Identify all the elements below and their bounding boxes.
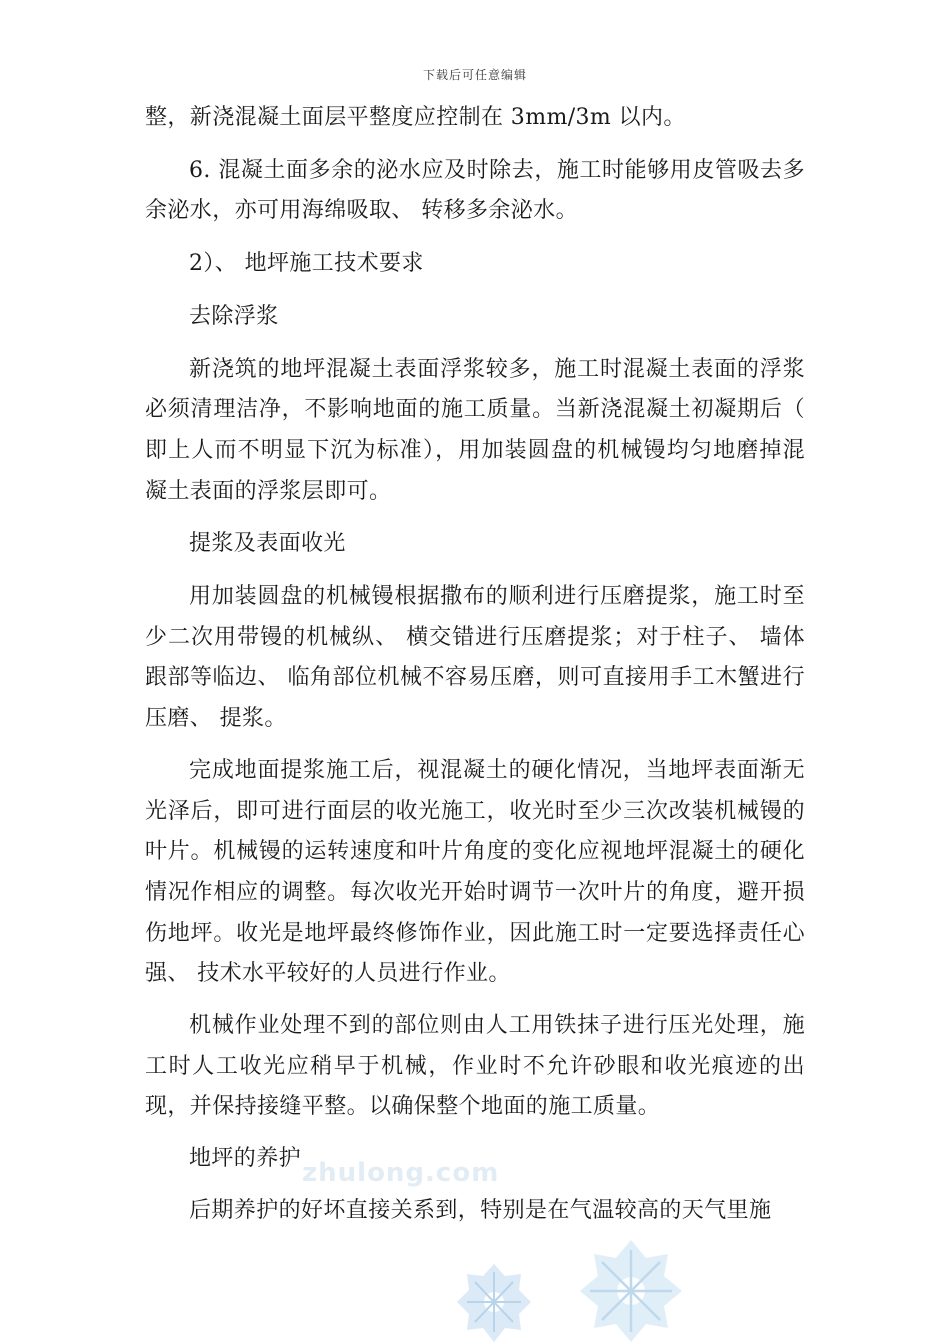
paragraph-item-6: 6. 混凝土面多余的泌水应及时除去，施工时能够用皮管吸去多余泌水，亦可用海绵吸取、 转移多余泌水。 xyxy=(145,157,805,224)
document-body xyxy=(145,98,805,1232)
page-header: 下载后可任意编辑 xyxy=(422,68,527,82)
section-heading: 2）、 地坪施工技术要求 xyxy=(189,251,424,277)
subheading-remove-laitance: 去除浮浆 xyxy=(189,303,279,329)
paragraph-curing: 后期养护的好坏直接关系到，特别是在气温较高的天气里施 xyxy=(189,1197,772,1223)
paragraph-remove-laitance: 新浇筑的地坪混凝土表面浮浆较多，施工时混凝土表面的浮浆必须清理洁净，不影响地面的施工质量。当新浇混凝土初凝期后（ 即上人而不明显下沉为标准），用加装圆盘的机械镘均匀地磨掉混凝土表面的浮浆层即可。 xyxy=(145,356,805,504)
watermark-snowflake-icon xyxy=(578,1238,684,1344)
paragraph-slurry: 用加装圆盘的机械镘根据撒布的顺利进行压磨提浆，施工时至少二次用带镘的机械纵、 横交错进行压磨提浆；对于柱子、 墙体跟部等临边、 临角部位机械不容易压磨，则可直接用手工木蟹进行压磨、 提浆。 xyxy=(145,584,805,732)
paragraph-manual-finishing: 机械作业处理不到的部位则由人工用铁抹子进行压光处理，施工时人工收光应稍早于机械，作业时不允许砂眼和收光痕迹的出现，并保持接缝平整。以确保整个地面的施工质量。 xyxy=(145,1013,805,1120)
subheading-curing: 地坪的养护 xyxy=(189,1146,302,1172)
watermark-text: zhulong.com xyxy=(302,1158,500,1188)
watermark-snowflake-icon xyxy=(455,1262,533,1344)
paragraph-finishing: 完成地面提浆施工后，视混凝土的硬化情况，当地坪表面渐无光泽后，即可进行面层的收光施工，收光时至少三次改装机械镘的叶片。机械镘的运转速度和叶片角度的变化应视地坪混凝土的硬化情况作相应的调整。每次收光开始时调节一次叶片的角度，避开损伤地坪。收光是地坪最终修饰作业，因此施工时一定要选择责任心强、 技术水平较好的人员进行作业。 xyxy=(145,757,805,987)
paragraph-continuation: 整，新浇混凝土面层平整度应控制在 3mm/3m 以内。 xyxy=(145,105,686,130)
subheading-slurry-finishing: 提浆及表面收光 xyxy=(189,531,346,557)
